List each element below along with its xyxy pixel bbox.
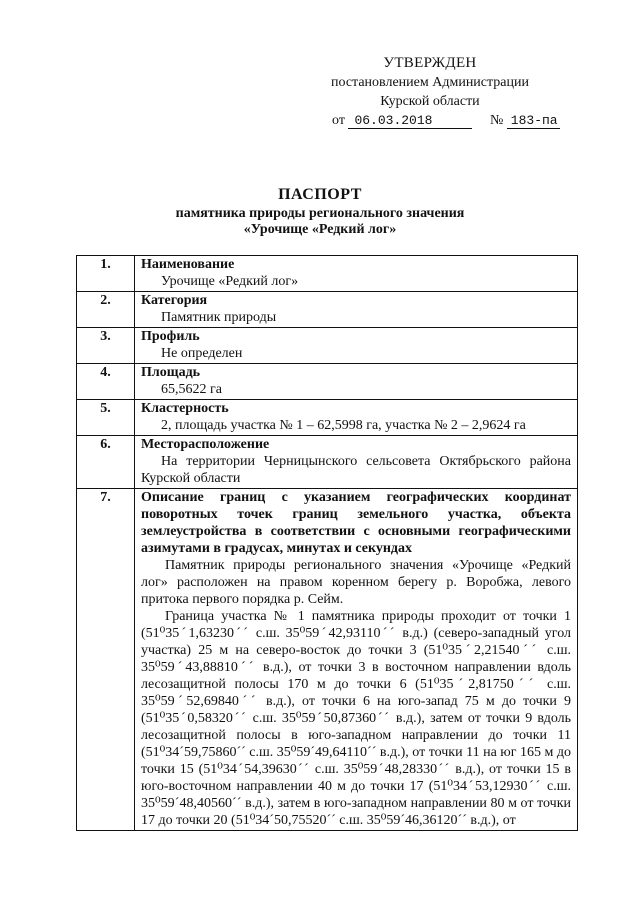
row-value: Не определен	[161, 346, 243, 361]
row-label: Наименование	[141, 257, 235, 272]
passport-table	[76, 255, 578, 831]
table-row	[77, 400, 578, 436]
row-content	[135, 292, 578, 328]
document-subtitle-1: памятника природы регионального значения	[175, 206, 465, 221]
row-number: 5.	[77, 400, 135, 436]
approval-line-2: Курской области	[380, 94, 480, 109]
row-number: 6.	[77, 436, 135, 489]
row-label: Кластерность	[141, 401, 229, 416]
approval-block	[300, 54, 560, 130]
row-label: Описание границ с указанием географических координат поворотных точек границ земельного участка, объекта землеустройства в соответствии с основными географическими азимутами в градусах, минутах и секундах	[141, 490, 571, 556]
table-row	[77, 328, 578, 364]
table-row	[77, 489, 578, 831]
row-value: Урочище «Редкий лог»	[161, 274, 299, 289]
description-paragraph-2: Граница участка № 1 памятника природы проходит от точки 1 (51⁰35ˊ1,63230ˊˊ с.ш. 35⁰59ˊ42,93110ˊˊ в.д.) (северо-западный угол участка) 25 м на северо-восток до точки 3 (51⁰35ˊ2,21540ˊˊ с.ш. 35⁰59ˊ43,88810ˊˊ в.д.), от точки 3 в восточном направлении вдоль лесозащитной полосы 170 м до точки 6 (51⁰35ˊ2,81750ˊˊ с.ш. 35⁰59ˊ52,69840ˊˊ в.д.), от точки 6 на юго-запад 75 м до точки 9 (51⁰35ˊ0,58320ˊˊ с.ш. 35⁰59ˊ50,87360ˊˊ в.д.), затем от точки 9 вдоль лесозащитной полосы в юго-западном направлении до точки 11 (51⁰34ˊ59,75860ˊˊ с.ш. 35⁰59ˊ49,64110ˊˊ в.д.), от точки 11 на юг 165 м до точки 15 (51⁰34ˊ54,39630ˊˊ с.ш. 35⁰59ˊ48,28330ˊˊ в.д.), от точки 15 в юго-восточном направлении 40 м до точки 17 (51⁰34ˊ53,12930ˊˊ с.ш. 35⁰59ˊ48,40560ˊˊ в.д.), затем в юго-западном направлении 80 м от точки 17 до точки 20 (51⁰34ˊ50,75520ˊˊ с.ш. 35⁰59ˊ46,36120ˊˊ в.д.), от	[141, 609, 571, 828]
approval-title: УТВЕРЖДЕН	[383, 55, 477, 71]
table-row	[77, 256, 578, 292]
document-title: ПАСПОРТ	[278, 186, 362, 203]
row-value: 65,5622 га	[161, 382, 222, 397]
row-number: 3.	[77, 328, 135, 364]
document-subtitle-2: «Урочище «Редкий лог»	[243, 222, 397, 237]
row-label: Площадь	[141, 365, 201, 380]
row-label: Категория	[141, 293, 208, 308]
row-value: На территории Черницынского сельсовета Октябрьского района Курской области	[141, 454, 571, 486]
approval-number: 183-па	[507, 114, 560, 129]
row-content	[135, 364, 578, 400]
row-value: 2, площадь участка № 1 – 62,5998 га, участка № 2 – 2,9624 га	[161, 418, 526, 433]
approval-date: 06.03.2018	[348, 114, 472, 129]
row-number: 7.	[77, 489, 135, 831]
approval-date-line	[300, 111, 560, 130]
row-content	[135, 400, 578, 436]
row-number: 4.	[77, 364, 135, 400]
row-number: 1.	[77, 256, 135, 292]
row-number: 2.	[77, 292, 135, 328]
row-label: Профиль	[141, 329, 200, 344]
document-heading	[60, 184, 580, 238]
date-prefix: от	[332, 113, 345, 128]
row-content	[135, 328, 578, 364]
table-row	[77, 436, 578, 489]
table-row	[77, 364, 578, 400]
number-prefix: №	[489, 113, 504, 128]
row-content	[135, 489, 578, 831]
description-paragraph-1: Памятник природы регионального значения «Урочище «Редкий лог» расположен на правом коренном берегу р. Воробжа, левого притока первого порядка р. Сейм.	[141, 558, 571, 607]
row-content	[135, 256, 578, 292]
approval-line-1: постановлением Администрации	[331, 75, 529, 90]
table-row	[77, 292, 578, 328]
row-value: Памятник природы	[161, 310, 277, 325]
row-content	[135, 436, 578, 489]
row-label: Месторасположение	[141, 437, 270, 452]
